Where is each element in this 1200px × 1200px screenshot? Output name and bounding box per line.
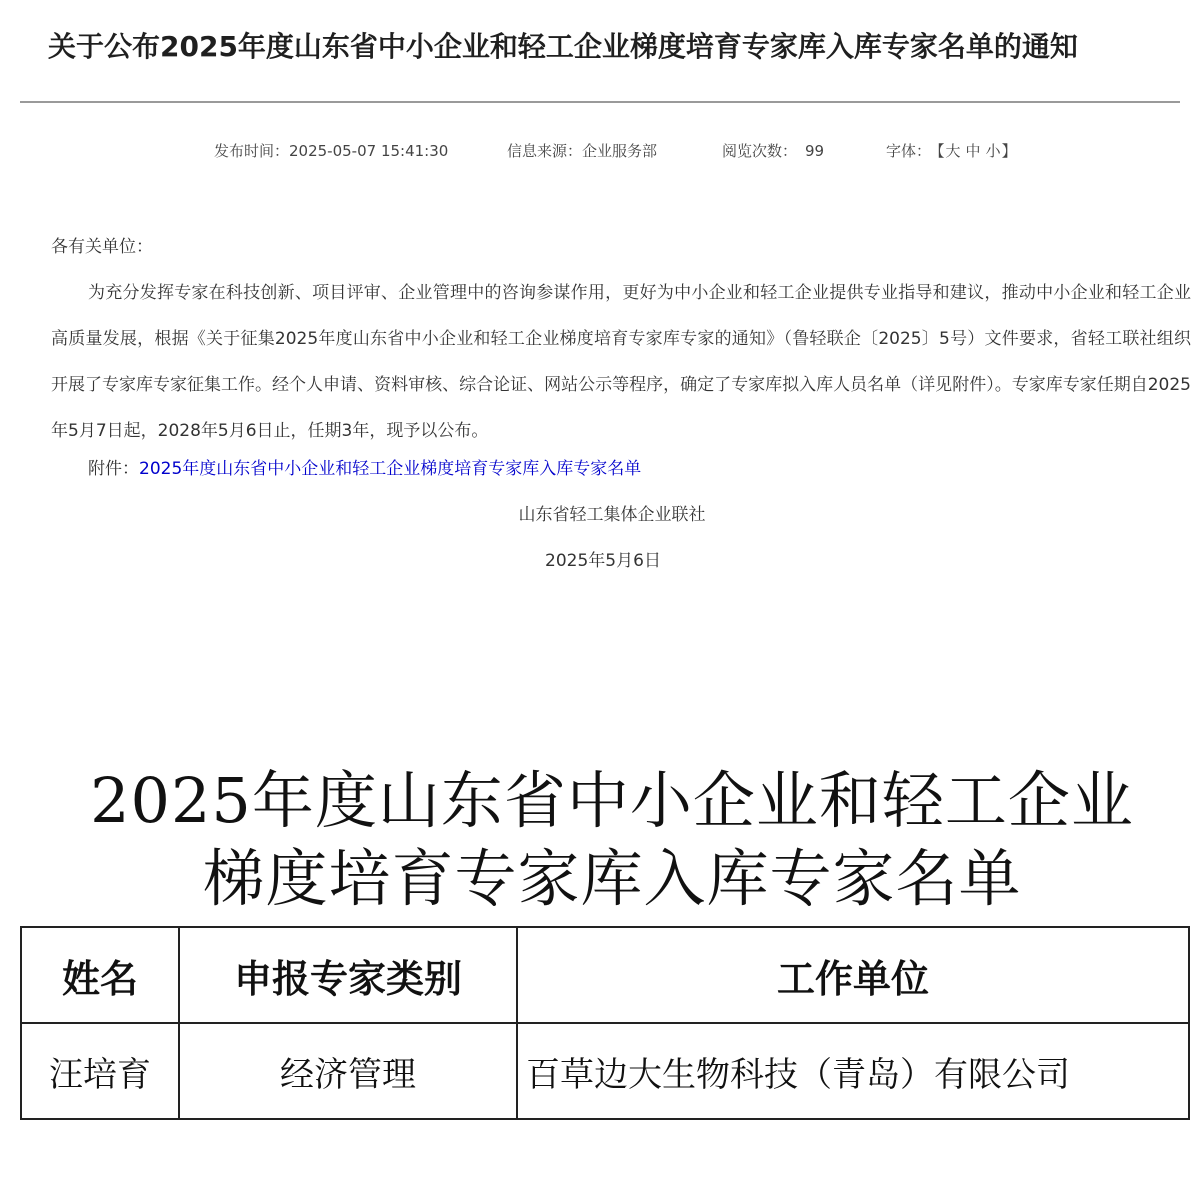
font-size-large-link[interactable]: 大	[945, 142, 961, 160]
article-title: 关于公布2025年度山东省中小企业和轻工企业梯度培育专家库入库专家名单的通知	[48, 30, 1078, 63]
attachment-line	[88, 454, 641, 484]
attachment-label: 附件：	[88, 459, 139, 479]
font-bracket-close: 】	[1001, 142, 1017, 160]
header-organization: 工作单位	[517, 927, 1189, 1023]
table-row	[21, 1023, 1189, 1119]
font-size-small-link[interactable]: 小	[985, 142, 1001, 160]
cell-category: 经济管理	[179, 1023, 517, 1119]
article-meta	[0, 138, 1200, 164]
view-count	[722, 138, 824, 164]
title-divider	[20, 101, 1180, 103]
signature-org: 山东省轻工集体企业联社	[518, 505, 706, 525]
attachment-link[interactable]: 2025年度山东省中小企业和轻工企业梯度培育专家库入库专家名单	[139, 459, 642, 479]
view-count-label: 阅览次数：	[722, 142, 798, 160]
header-name: 姓名	[21, 927, 179, 1023]
attachment-doc-title-line2: 梯度培育专家库入库专家名单	[202, 842, 1022, 915]
body-paragraph: 为充分发挥专家在科技创新、项目评审、企业管理中的咨询参谋作用，更好为中小企业和轻工企业提供专业指导和建议，推动中小企业和轻工企业高质量发展，根据《关于征集2025年度山东省中小企业和轻工企业梯度培育专家库专家的通知》（鲁轻联企〔2025〕5号）文件要求，省轻工联社组织开展了专家库专家征集工作。经个人申请、资料审核、综合论证、网站公示等程序，确定了专家库拟入库人员名单（详见附件）。专家库专家任期自2025年5月7日起，2028年5月6日止，任期3年，现予以公布。	[51, 283, 1191, 441]
font-bracket-open: 【	[937, 142, 945, 160]
view-count-value: 99	[805, 142, 825, 160]
font-size-control	[886, 138, 1017, 164]
cell-name: 汪培育	[21, 1023, 179, 1119]
expert-table	[20, 926, 1190, 1120]
attachment-doc-title-line1: 2025年度山东省中小企业和轻工企业	[90, 764, 1134, 837]
header-category: 申报专家类别	[179, 927, 517, 1023]
article-body	[51, 224, 1191, 454]
publish-time: 发布时间：2025-05-07 15:41:30	[214, 142, 449, 160]
info-source: 信息来源：企业服务部	[507, 142, 658, 160]
cell-organization: 百草边大生物科技（青岛）有限公司	[517, 1023, 1189, 1119]
attachment-doc-title	[0, 762, 1200, 918]
font-size-label: 字体：	[886, 142, 932, 160]
signature-date: 2025年5月6日	[545, 551, 661, 571]
greeting: 各有关单位：	[51, 237, 153, 257]
font-size-medium-link[interactable]: 中	[965, 142, 981, 160]
table-header-row	[21, 927, 1189, 1023]
